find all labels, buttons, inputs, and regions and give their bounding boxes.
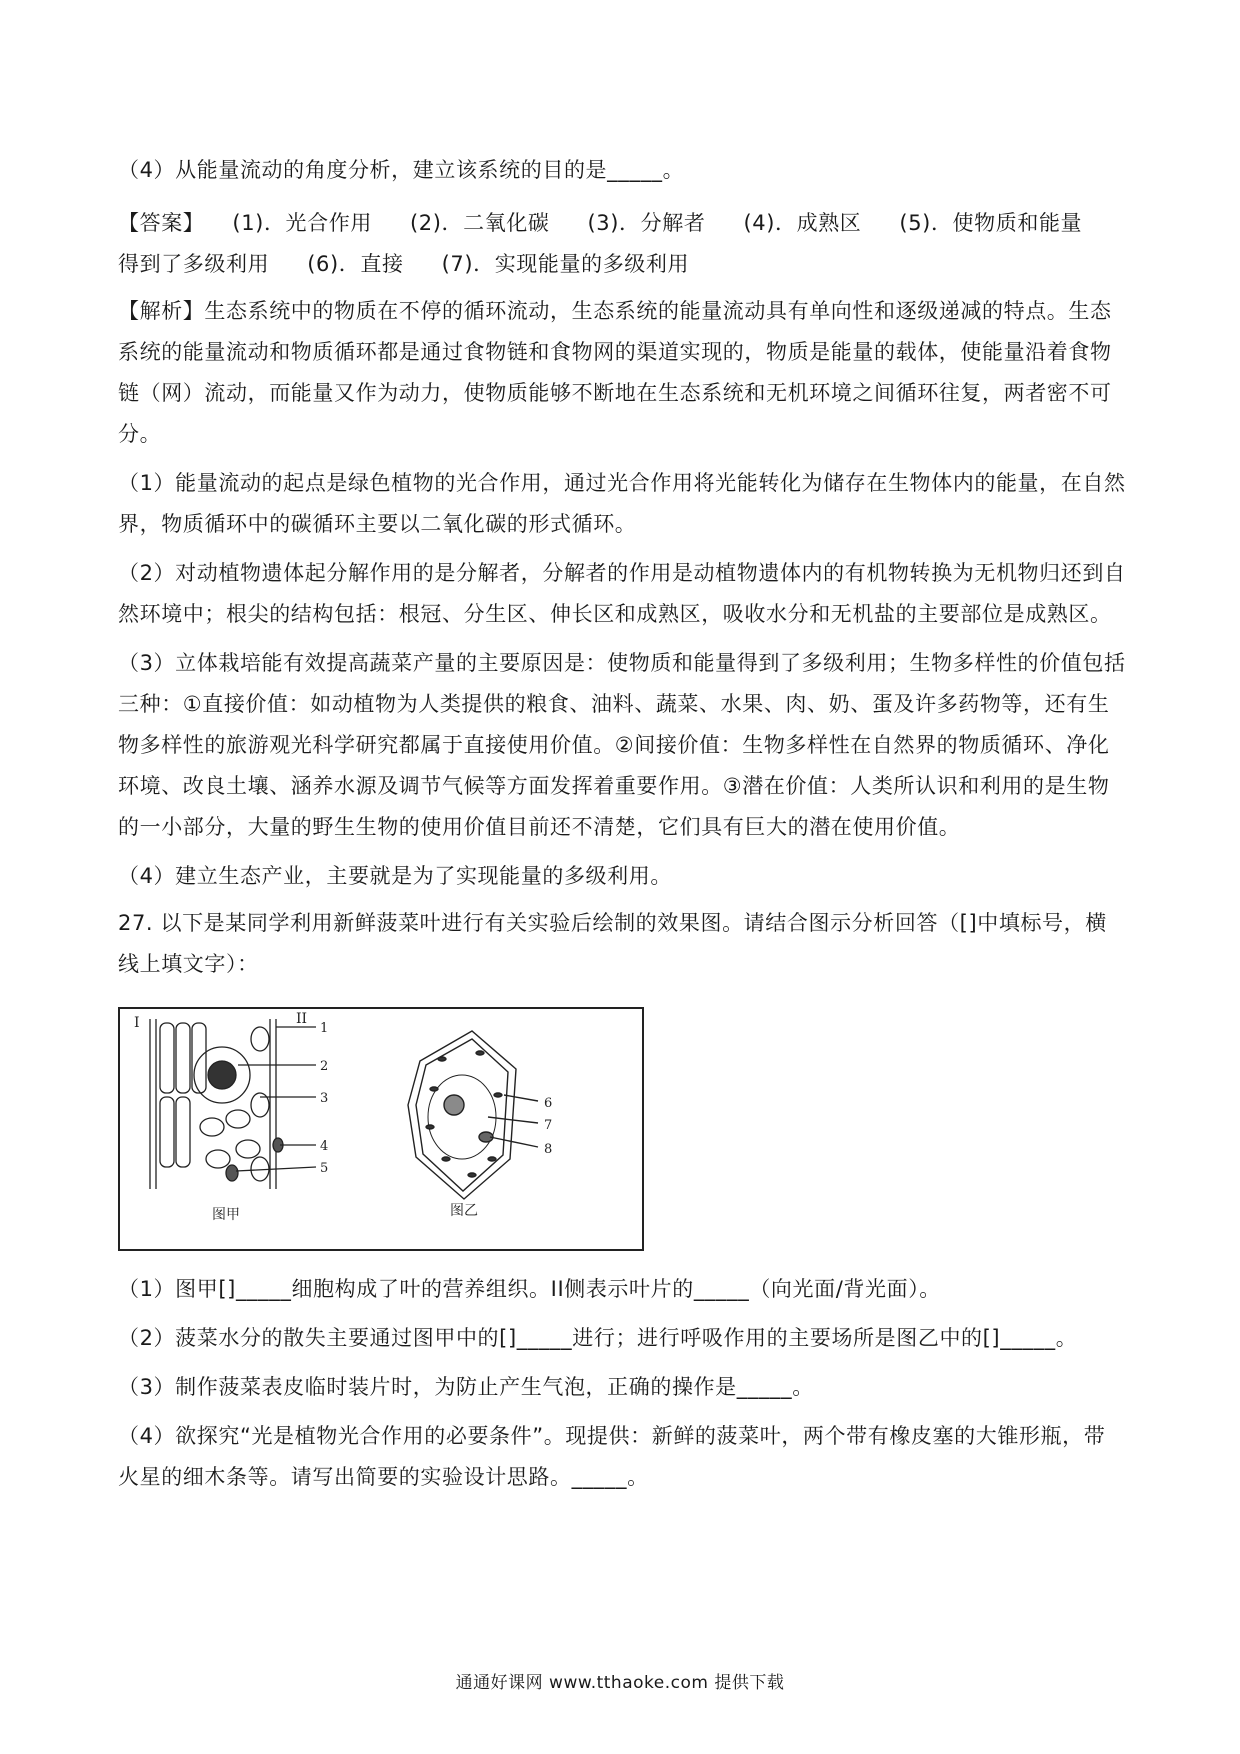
q27-question-4-line: 火星的细木条等。请写出简要的实验设计思路。_____。 xyxy=(118,1465,649,1489)
answer-item-5: (5)．使物质和能量 xyxy=(899,211,1083,235)
answer-line-2 xyxy=(118,244,1128,285)
label-jia-3: 3 xyxy=(320,1091,329,1106)
analysis-p1-line: （1）能量流动的起点是绿色植物的光合作用，通过光合作用将光能转化为储存在生物体内的能量，在自然 xyxy=(118,471,1126,495)
label-yi-8: 8 xyxy=(544,1142,553,1157)
answer-item-1: (1)．光合作用 xyxy=(232,211,372,235)
leaf-cross-section xyxy=(150,1019,316,1189)
q27-question-3: （3）制作菠菜表皮临时装片时，为防止产生气泡，正确的操作是_____。 xyxy=(118,1375,814,1399)
label-side-II: II xyxy=(296,1011,308,1027)
caption-yi: 图乙 xyxy=(450,1203,478,1219)
answer-item-7: (7)．实现能量的多级利用 xyxy=(441,252,690,276)
label-jia-2: 2 xyxy=(320,1059,329,1074)
label-jia-1: 1 xyxy=(320,1021,329,1036)
analysis-intro-line: 链（网）流动，而能量又作为动力，使物质能够不断地在生态系统和无机环境之间循环往复，两者密不可 xyxy=(118,381,1112,405)
q27-question-4-line: （4）欲探究“光是植物光合作用的必要条件”。现提供：新鲜的菠菜叶，两个带有橡皮塞的大锥形瓶，带 xyxy=(118,1424,1106,1448)
answer-line-1 xyxy=(118,203,1128,244)
analysis-p2-line: （2）对动植物遗体起分解作用的是分解者，分解者的作用是动植物遗体内的有机物转换为无机物归还到自 xyxy=(118,561,1126,585)
q27-stem-line: 27. 以下是某同学利用新鲜菠菜叶进行有关实验后绘制的效果图。请结合图示分析回答（[]中填标号，横 xyxy=(118,911,1107,935)
answer-item-2: (2)．二氧化碳 xyxy=(409,211,550,235)
figure-drawing xyxy=(120,1009,642,1249)
answer-item-3: (3)．分解者 xyxy=(587,211,706,235)
analysis-intro-line: 系统的能量流动和物质循环都是通过食物链和食物网的渠道实现的，物质是能量的载体，使能量沿着食物 xyxy=(118,340,1112,364)
page-content xyxy=(118,150,1128,1498)
q27-stem-line: 线上填文字）： xyxy=(118,952,259,976)
label-yi-6: 6 xyxy=(544,1096,553,1111)
label-jia-4: 4 xyxy=(320,1139,329,1154)
page-footer: 通通好课网 www.tthaoke.com 提供下载 xyxy=(455,1673,785,1693)
analysis-intro-line: 【解析】生态系统中的物质在不停的循环流动，生态系统的能量流动具有单向性和逐级递减的特点。生态 xyxy=(118,299,1112,323)
answer-item-6: (6)．直接 xyxy=(307,252,404,276)
label-side-I: I xyxy=(134,1015,140,1031)
analysis-p3-line: （3）立体栽培能有效提高蔬菜产量的主要原因是：使物质和能量得到了多级利用；生物多样性的价值包括 xyxy=(118,651,1126,675)
analysis-p3-line: 环境、改良土壤、涵养水源及调节气候等方面发挥着重要作用。③潜在价值：人类所认识和利用的是生物 xyxy=(118,774,1110,798)
analysis-p2-line: 然环境中；根尖的结构包括：根冠、分生区、伸长区和成熟区，吸收水分和无机盐的主要部位是成熟区。 xyxy=(118,602,1112,626)
analysis-p3-line: 的一小部分，大量的野生生物的使用价值目前还不清楚，它们具有巨大的潜在使用价值。 xyxy=(118,815,961,839)
answer-item-4: (4)．成熟区 xyxy=(743,211,862,235)
plant-cell xyxy=(408,1031,538,1199)
q27-question-2: （2）菠菜水分的散失主要通过图甲中的[]_____进行；进行呼吸作用的主要场所是图乙中的[]_____。 xyxy=(118,1326,1078,1350)
label-jia-5: 5 xyxy=(320,1161,329,1176)
analysis-intro-line: 分。 xyxy=(118,422,162,446)
label-yi-7: 7 xyxy=(544,1118,553,1133)
analysis-p1-line: 界，物质循环中的碳循环主要以二氧化碳的形式循环。 xyxy=(118,512,637,536)
leaf-cell-figure xyxy=(118,1007,644,1251)
analysis-p3-line: 物多样性的旅游观光科学研究都属于直接使用价值。②间接价值：生物多样性在自然界的物质循环、净化 xyxy=(118,733,1110,757)
analysis-p3-line: 三种：①直接价值：如动植物为人类提供的粮食、油料、蔬菜、水果、肉、奶、蛋及许多药物等，还有生 xyxy=(118,692,1110,716)
q26-part4: （4）从能量流动的角度分析，建立该系统的目的是_____。 xyxy=(118,158,685,182)
answer-tag: 【答案】 xyxy=(118,211,205,235)
q27-question-1: （1）图甲[]_____细胞构成了叶的营养组织。II侧表示叶片的_____（向光面/背光面）。 xyxy=(118,1277,941,1301)
answer-item-5-cont: 得到了多级利用 xyxy=(118,252,270,276)
analysis-p4: （4）建立生态产业，主要就是为了实现能量的多级利用。 xyxy=(118,864,672,888)
caption-jia: 图甲 xyxy=(212,1207,240,1223)
